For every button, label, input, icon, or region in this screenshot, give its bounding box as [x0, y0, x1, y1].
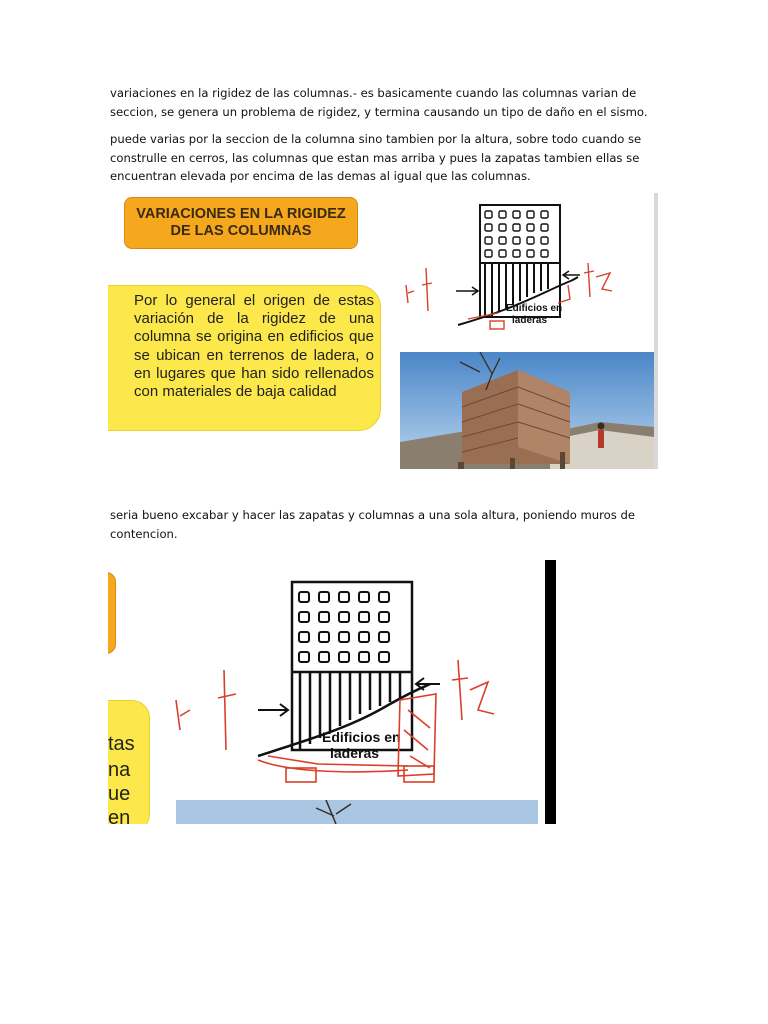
- text-fragment-1: tas: [108, 733, 135, 755]
- slide-image-2: [108, 560, 556, 824]
- slide-title: VARIACIONES EN LA RIGIDEZ DE LAS COLUMNAS: [124, 197, 358, 249]
- arrows: [456, 271, 580, 295]
- slide-border: [654, 193, 658, 469]
- text-fragment-4: en: [108, 807, 131, 824]
- text-fragment-2: na: [108, 759, 131, 781]
- building-photo: [400, 352, 654, 469]
- sketch-label-line1: Edificios en: [506, 303, 563, 314]
- sketch-label-line1: Edificios en: [322, 729, 401, 745]
- building-sketch-zoomed: [168, 560, 548, 800]
- sketch-label-line2: laderas: [512, 315, 548, 326]
- sketch-label-line2: laderas: [330, 745, 380, 761]
- red-annotations: [406, 263, 612, 329]
- text-fragment-3: ue: [108, 783, 131, 805]
- paragraph-2: puede varias por la seccion de la columna sino tambien por la altura, sobre todo cuando se construlle en cerros, las columnas que estan mas arriba y pues la zapatas tambien ellas se encuentran elevada por encima de las demas al igual que las columnas.: [110, 132, 642, 183]
- red-annotations: [176, 660, 494, 782]
- building-sketch: [398, 193, 658, 351]
- paragraph-3: seria bueno excabar y hacer las zapatas y columnas a una sola altura, poniendo muros de contencion.: [110, 508, 635, 541]
- slide-edge-bar: [545, 560, 556, 824]
- slide-image-1: [108, 193, 658, 469]
- building-photo-fragment: [176, 800, 538, 824]
- slide-title-fragment: [108, 572, 116, 654]
- paragraph-1: variaciones en la rigidez de las columnas.- es basicamente cuando las columnas varian de seccion, se genera un problema de rigidez, y termina causando un tipo de daño en el sismo.: [110, 86, 648, 119]
- slide-body-text: Por lo general el origen de estas variación de la rigidez de una columna se origina en edificios que se ubican en terrenos de ladera, o en lugares que han sido rellenados con materiales de baja calidad: [134, 292, 374, 401]
